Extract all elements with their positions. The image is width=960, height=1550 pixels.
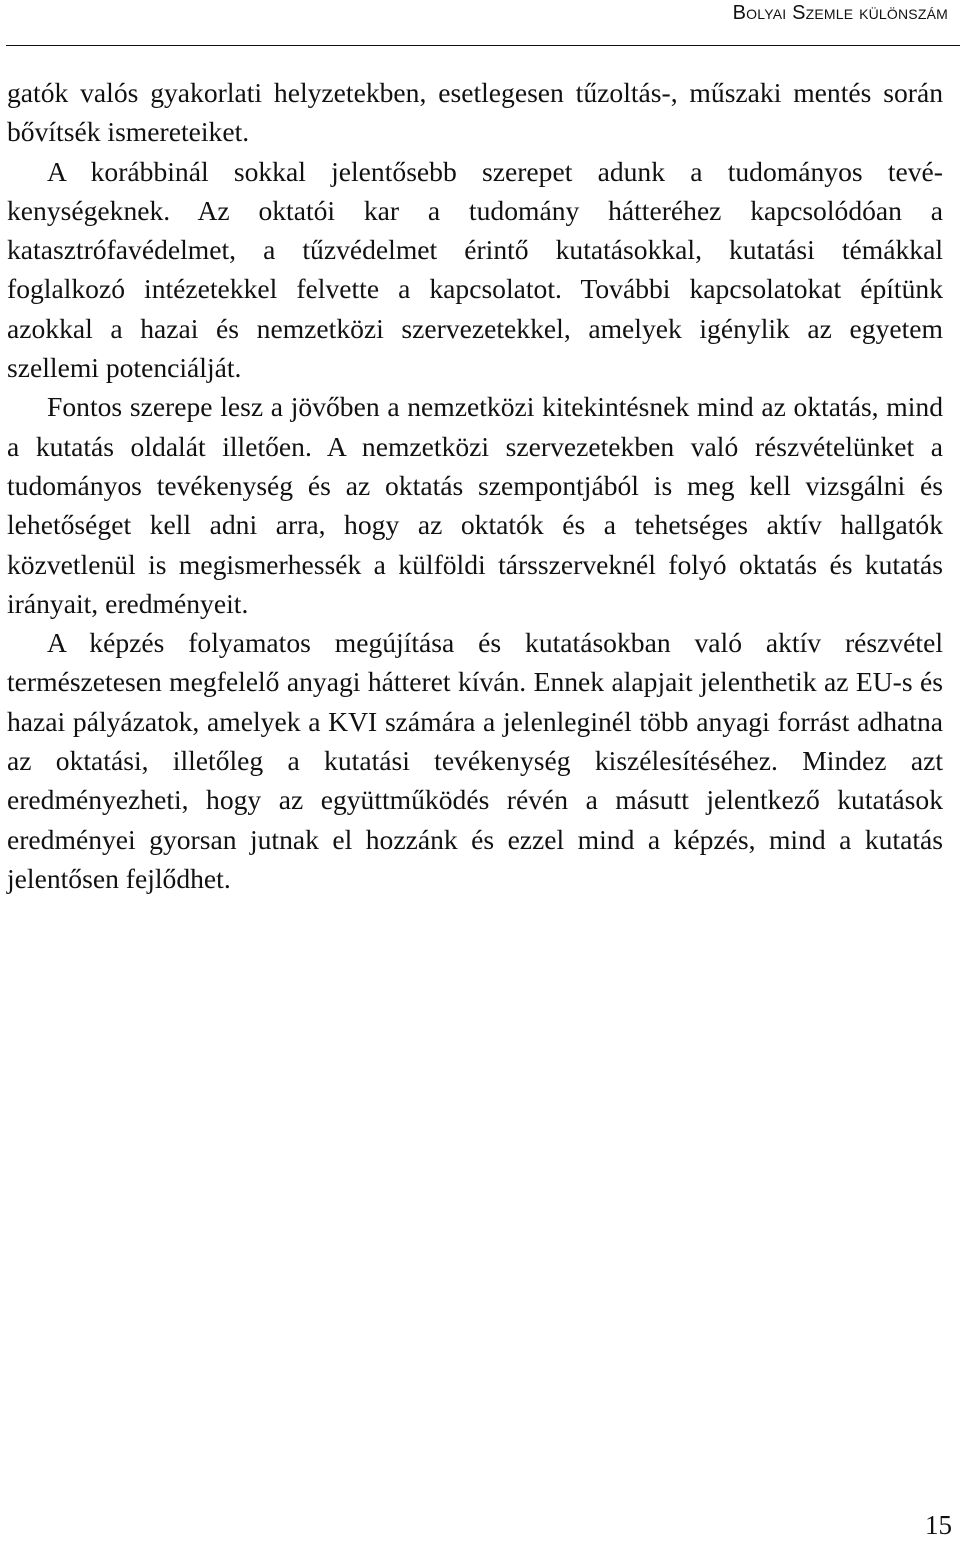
page-number: 15 xyxy=(925,1510,952,1540)
body-text xyxy=(7,73,943,898)
paragraph-continued: gatók valós gyakorlati helyzetekben, esetlegesen tűzoltás-, műszaki mentés során bővítsék ismereteiket. xyxy=(7,77,943,148)
paragraph-funding: A képzés folyamatos megújítása és kutatásokban való aktív részvétel természetesen megfelelő anyagi hátteret kíván. Ennek alapjait jelenthetik az EU-s és hazai pályázatok, amelyek a KVI számára a jelenleginél több anyagi forrást adhatna az oktatási, illetőleg a kutatási tevékenység kiszélesítéséhez. Mindez azt eredményezheti, hogy az együttműködés révén a másutt jelentkező kutatások eredményei gyorsan jutnak el hozzánk és ezzel mind a képzés, mind a kutatás jelentősen fejlődhet. xyxy=(7,627,943,894)
journal-title: Bolyai Szemle különszám xyxy=(732,2,948,24)
running-header xyxy=(0,0,960,48)
paragraph-research: A korábbinál sokkal jelentősebb szerepet adunk a tudományos tevékenységeknek. Az oktatói kar a tudomány hátteréhez kapcsolódóan a katasztrófavédelmet, a tűzvédelmet érintő kutatásokkal, kutatási témákkal foglalkozó intézetekkel felvette a kapcsolatot. További kapcsolatokat építünk azokkal a hazai és nemzetközi szervezetekkel, amelyek igénylik az egyetem szellemi potenciálját. xyxy=(7,155,943,384)
header-rule xyxy=(6,45,960,46)
paragraph-international: Fontos szerepe lesz a jövőben a nemzetközi kitekintésnek mind az oktatás, mind a kutatás oldalát illetően. A nemzetközi szervezetekben való részvételünket a tudományos tevékenység és az oktatás szempontjából is meg kell vizsgálni és lehetőséget kell adni arra, hogy az oktatók és a tehetséges aktív hallgatók közvetlenül is megismerhessék a külföldi társszerveknél folyó oktatás és kutatás irányait, eredményeit. xyxy=(7,391,943,619)
